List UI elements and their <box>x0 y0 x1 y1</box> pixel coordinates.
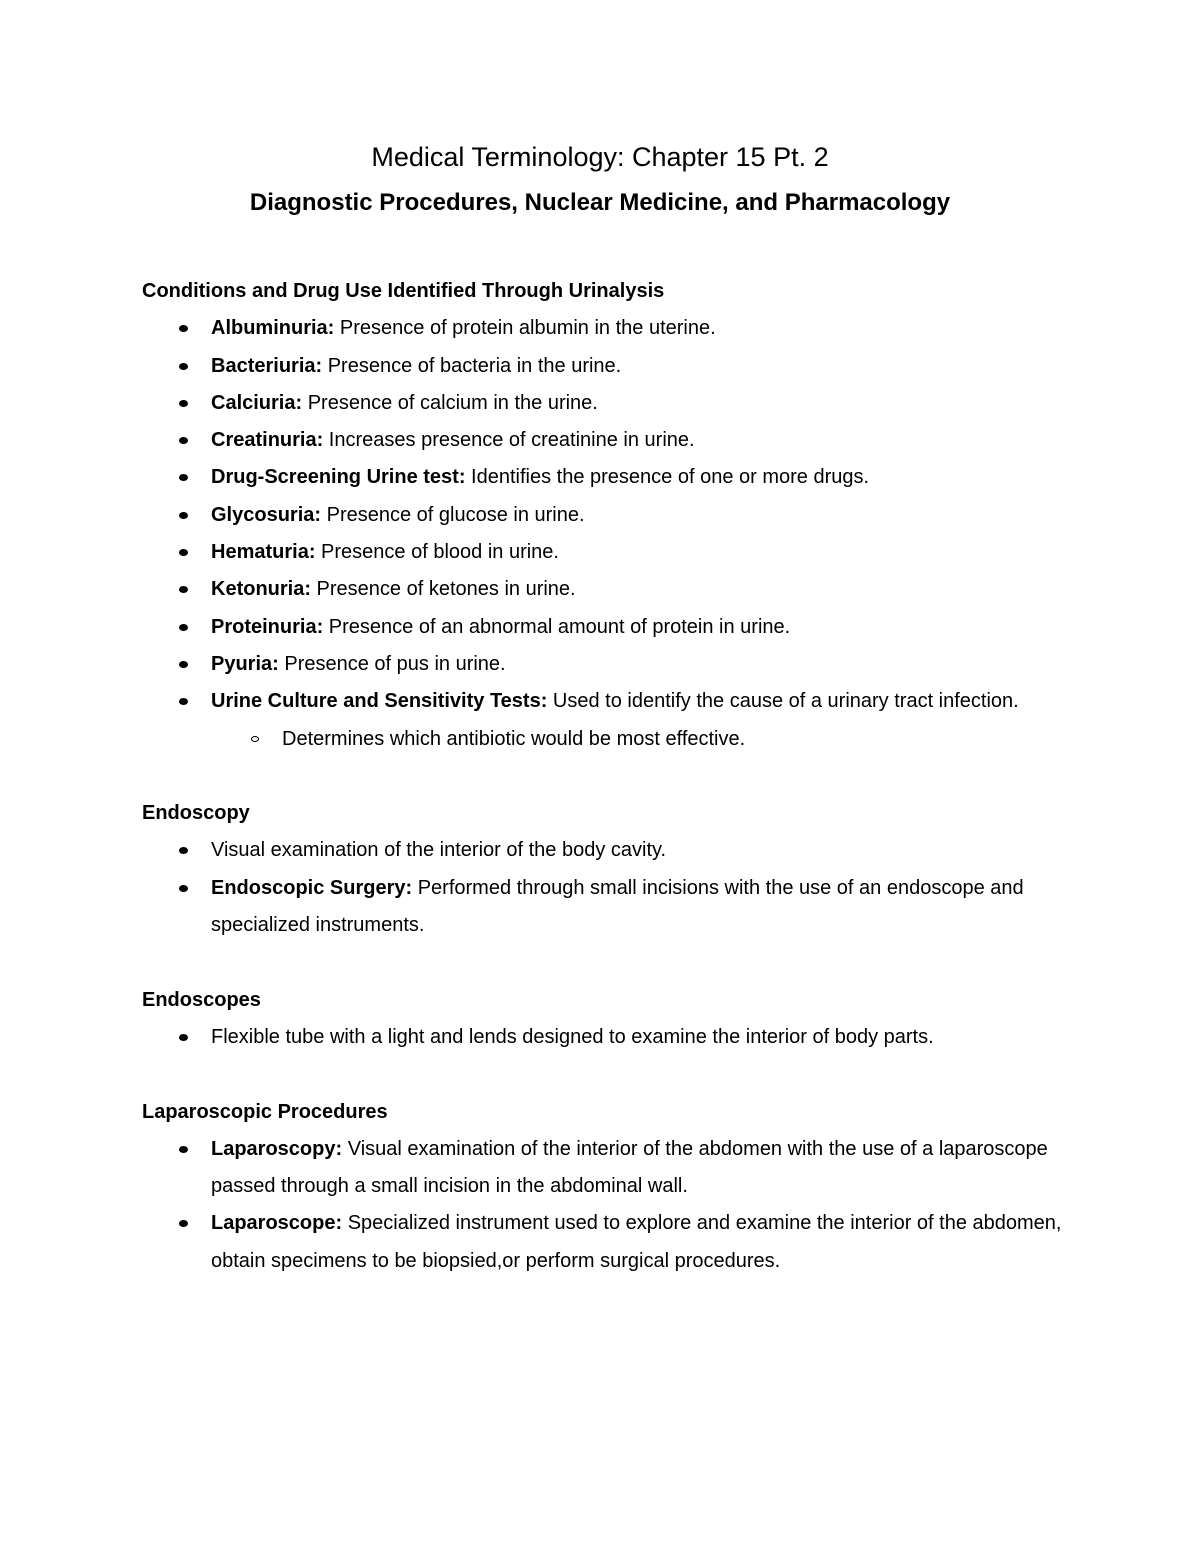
list-item <box>142 571 1062 608</box>
list-item <box>142 497 1062 534</box>
list-item <box>142 832 1062 869</box>
term-label: Creatinuria: <box>211 429 324 452</box>
list-item <box>142 683 1062 758</box>
section-laparoscopic-procedures <box>142 1094 1062 1280</box>
term-definition: Visual examination of the interior of the body cavity. <box>211 839 667 862</box>
list-item <box>142 385 1062 422</box>
section-heading: Endoscopes <box>142 988 261 1011</box>
document-body <box>142 273 1062 1317</box>
list-item <box>142 534 1062 571</box>
list-item <box>142 1019 1062 1056</box>
term-label: Proteinuria: <box>211 615 324 638</box>
term-definition: Performed through small incisions with the use of an endoscope and specialized instruments. <box>211 876 1024 937</box>
term-label: Pyuria: <box>211 652 279 675</box>
bullet-list <box>142 310 1062 758</box>
bullet-list <box>142 1131 1062 1280</box>
term-definition: Visual examination of the interior of the abdomen with the use of a laparoscope passed through a small incision in the abdominal wall. <box>211 1137 1048 1198</box>
term-definition: Presence of blood in urine. <box>315 541 559 564</box>
list-item <box>142 870 1062 945</box>
term-label: Calciuria: <box>211 391 303 414</box>
section-endoscopy <box>142 795 1062 944</box>
term-label: Laparoscopy: <box>211 1137 343 1160</box>
list-item <box>142 646 1062 683</box>
term-definition: Presence of glucose in urine. <box>321 503 585 526</box>
term-definition: Presence of ketones in urine. <box>311 578 576 601</box>
section-heading: Conditions and Drug Use Identified Through Urinalysis <box>142 280 665 302</box>
term-definition: Presence of protein albumin in the uterine. <box>334 317 716 340</box>
page-subtitle: Diagnostic Procedures, Nuclear Medicine, and Pharmacology <box>249 189 951 216</box>
term-label: Bacteriuria: <box>211 354 323 377</box>
section-heading: Endoscopy <box>142 802 250 825</box>
term-definition: Presence of bacteria in the urine. <box>322 354 622 377</box>
term-definition: Identifies the presence of one or more drugs. <box>465 466 870 489</box>
term-definition: Presence of calcium in the urine. <box>302 391 598 414</box>
list-item <box>142 1131 1062 1206</box>
term-label: Albuminuria: <box>211 317 335 340</box>
term-definition: Presence of pus in urine. <box>278 652 506 675</box>
bullet-list <box>142 1019 1062 1056</box>
list-item <box>142 459 1062 496</box>
term-label: Urine Culture and Sensitivity Tests: <box>211 690 548 713</box>
term-label: Glycosuria: <box>211 503 322 526</box>
list-item <box>142 422 1062 459</box>
list-item <box>142 348 1062 385</box>
term-definition: Flexible tube with a light and lends designed to examine the interior of body parts. <box>211 1025 934 1048</box>
list-item <box>142 310 1062 347</box>
bullet-list <box>142 832 1062 944</box>
term-definition: Presence of an abnormal amount of protein in urine. <box>323 615 791 638</box>
term-label: Drug-Screening Urine test: <box>211 466 466 489</box>
term-definition: Specialized instrument used to explore and examine the interior of the abdomen, obtain specimens to be biopsied,or perform surgical procedures. <box>211 1212 1062 1272</box>
term-label: Endoscopic Surgery: <box>211 876 413 899</box>
page-title: Medical Terminology: Chapter 15 Pt. 2 <box>371 142 829 172</box>
term-definition: Used to identify the cause of a urinary tract infection. <box>547 690 1019 713</box>
term-definition: Increases presence of creatinine in urine. <box>323 429 695 452</box>
term-label: Ketonuria: <box>211 578 311 601</box>
list-item <box>142 609 1062 646</box>
section-heading: Laparoscopic Procedures <box>142 1100 388 1123</box>
term-label: Laparoscope: <box>211 1212 343 1235</box>
sub-list-item: Determines which antibiotic would be most effective. <box>211 721 1062 758</box>
list-item <box>142 1205 1062 1280</box>
section-endoscopes <box>142 982 1062 1057</box>
term-label: Hematuria: <box>211 541 316 564</box>
section-urinalysis <box>142 273 1062 758</box>
sub-bullet-list <box>211 721 1062 758</box>
